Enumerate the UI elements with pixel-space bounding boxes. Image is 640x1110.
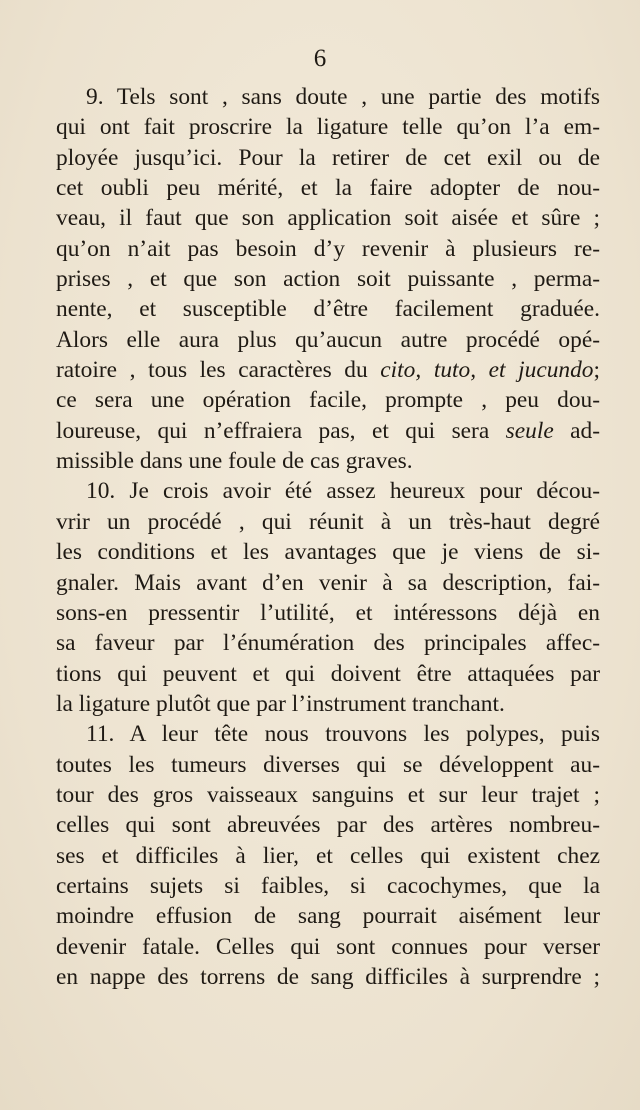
- text-line: [56, 355, 600, 385]
- text-segment: ad-: [553, 417, 601, 444]
- italic-text: seule: [505, 417, 554, 444]
- text-line: [56, 446, 600, 476]
- text-segment: qu’on n’ait pas besoin d’y revenir à plusieurs re-: [56, 235, 600, 262]
- text-segment: ce sera une opération facile, prompte , peu dou-: [56, 387, 600, 414]
- text-line: [56, 719, 600, 749]
- text-segment: missible dans une foule de cas graves.: [56, 448, 413, 475]
- text-line: [56, 416, 600, 446]
- text-segment: ratoire , tous les caractères du: [56, 357, 381, 384]
- text-line: [56, 841, 600, 871]
- text-line: [56, 264, 600, 294]
- text-line: [56, 659, 600, 689]
- text-segment: loureuse, qui n’effraiera pas, et qui sera: [56, 417, 506, 444]
- text-segment: 9. Tels sont , sans doute , une partie des motifs: [86, 84, 600, 110]
- text-segment: tions qui peuvent et qui doivent être attaquées par: [56, 660, 600, 687]
- text-line: [56, 568, 600, 598]
- text-line: [56, 598, 600, 628]
- text-segment: Alors elle aura plus qu’aucun autre procédé opé-: [56, 326, 600, 353]
- text-segment: veau, il faut que son application soit aisée et sûre ;: [56, 205, 600, 232]
- text-line: [56, 203, 600, 233]
- text-segment: 11. A leur tête nous trouvons les polypes, puis: [86, 721, 600, 748]
- italic-text: cito, tuto, et jucundo: [380, 357, 594, 384]
- text-line: [56, 112, 600, 142]
- text-segment: certains sujets si faibles, si cacochymes, que la: [56, 872, 600, 899]
- text-line: [56, 689, 600, 719]
- text-segment: nente, et susceptible d’être facilement graduée.: [56, 296, 600, 323]
- text-line: [56, 82, 600, 112]
- text-segment: tour des gros vaisseaux sanguins et sur leur trajet ;: [56, 781, 600, 808]
- text-line: [56, 932, 600, 962]
- text-segment: gnaler. Mais avant d’en venir à sa description, fai-: [56, 569, 600, 596]
- text-line: [56, 507, 600, 537]
- text-line: [56, 476, 600, 506]
- text-segment: moindre effusion de sang pourrait aisément leur: [56, 903, 600, 930]
- text-segment: devenir fatale. Celles qui sont connues pour verser: [56, 933, 600, 960]
- text-line: [56, 385, 600, 415]
- text-segment: toutes les tumeurs diverses qui se développent au-: [56, 751, 600, 778]
- text-line: [56, 294, 600, 324]
- text-segment: sons-en pressentir l’utilité, et intéressons déjà en: [56, 599, 600, 626]
- text-line: [56, 901, 600, 931]
- text-line: [56, 234, 600, 264]
- text-segment: en nappe des torrens de sang difficiles à surprendre ;: [56, 963, 600, 990]
- text-line: [56, 810, 600, 840]
- text-line: [56, 780, 600, 810]
- text-segment: prises , et que son action soit puissante , perma-: [56, 266, 600, 293]
- text-segment: vrir un procédé , qui réunit à un très-haut degré: [56, 508, 600, 535]
- text-segment: celles qui sont abreuvées par des artères nombreu-: [56, 812, 600, 839]
- text-segment: sa faveur par l’énumération des principales affec-: [56, 630, 600, 657]
- text-segment: qui ont fait proscrire la ligature telle qu’on l’a em-: [56, 114, 600, 141]
- text-segment: ployée jusqu’ici. Pour la retirer de cet exil ou de: [56, 144, 600, 171]
- text-segment: 10. Je crois avoir été assez heureux pour décou-: [86, 478, 600, 505]
- text-segment: ;: [593, 357, 600, 384]
- text-line: [56, 871, 600, 901]
- text-line: [56, 962, 600, 992]
- text-segment: la ligature plutôt que par l’instrument tranchant.: [56, 690, 505, 717]
- text-line: [56, 325, 600, 355]
- text-line: [56, 143, 600, 173]
- text-segment: ses et difficiles à lier, et celles qui existent chez: [56, 842, 600, 869]
- text-segment: cet oubli peu mérité, et la faire adopter de nou-: [56, 175, 600, 202]
- text-segment: les conditions et les avantages que je viens de si-: [56, 539, 600, 566]
- text-line: [56, 537, 600, 567]
- text-line: [56, 750, 600, 780]
- text-line: [56, 173, 600, 203]
- text-line: [56, 628, 600, 658]
- page-number: 6: [313, 45, 327, 72]
- body-text: [56, 82, 600, 992]
